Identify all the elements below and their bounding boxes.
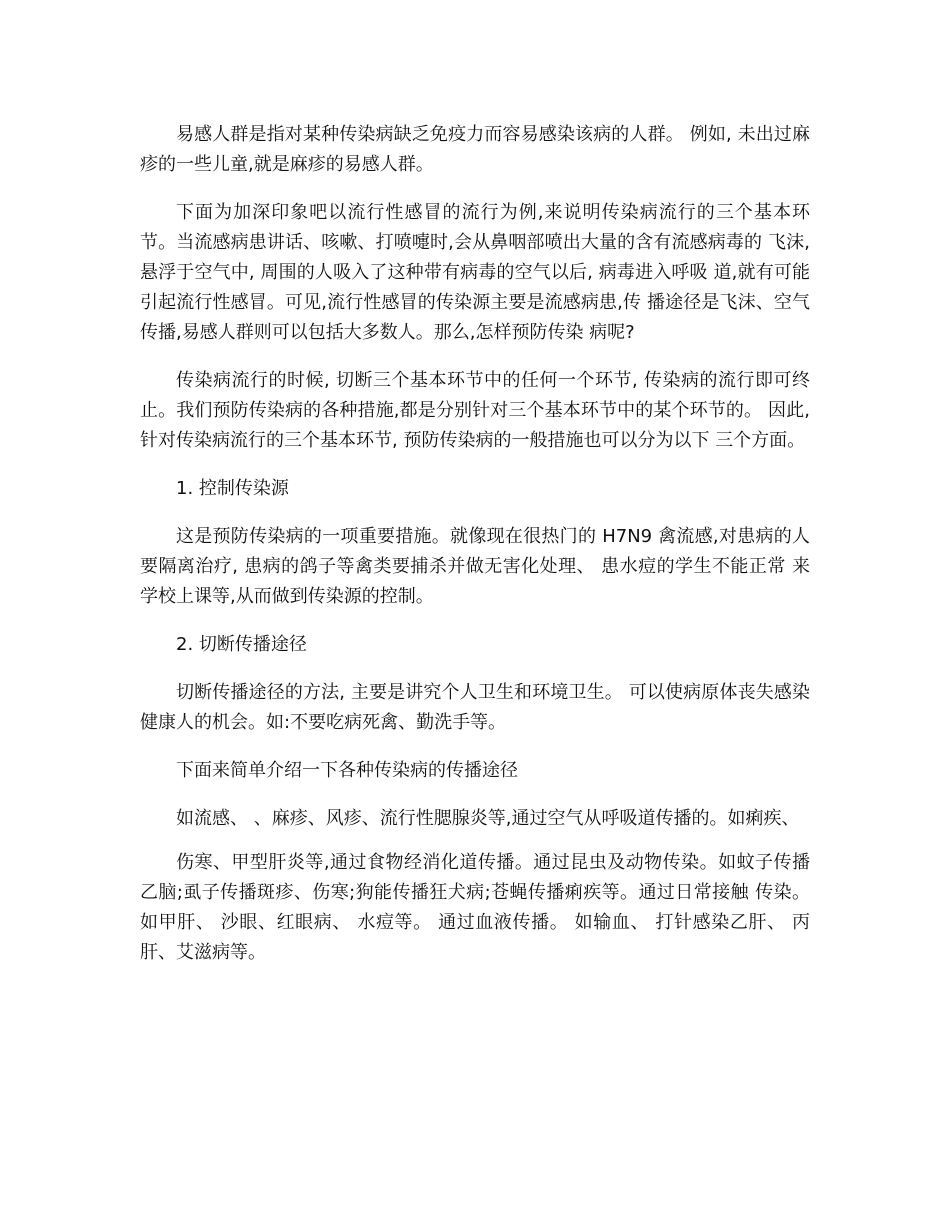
heading-cut-transmission: 2. 切断传播途径: [176, 634, 307, 655]
paragraph-other-routes: 伤寒、甲型肝炎等,通过食物经消化道传播。通过昆虫及动物传染。如蚊子传播 乙脑;虱子传播斑疹、伤寒;狗能传播狂犬病;苍蝇传播痢疾等。通过日常接触 传染。 如甲肝、 沙眼、红眼病、 水痘等。 通过血液传播。 如输血、 打针感染乙肝、 丙肝、艾滋病等。: [140, 852, 810, 963]
paragraph-influenza-example: 下面为加深印象吧以流行性感冒的流行为例,来说明传染病流行的三个基本环节。当流感病患讲话、咳嗽、打喷嚏时,会从鼻咽部喷出大量的含有流感病毒的 飞沫, 悬浮于空气中, 周围的人吸入了这种带有病毒的空气以后, 病毒进入呼吸 道,就有可能引起流行性感冒。可见,流行性感冒的传染源主要是流感病患,传 播途径是飞沫、空气传播,易感人群则可以包括大多数人。那么,怎样预防传染 病呢?: [140, 202, 810, 343]
paragraph-airborne-routes: 如流感、 、麻疹、风疹、流行性腮腺炎等,通过空气从呼吸道传播的。如痢疾、: [176, 808, 800, 829]
heading-control-source: 1. 控制传染源: [176, 478, 289, 499]
paragraph-prevention-overview: 传染病流行的时候, 切断三个基本环节中的任何一个环节, 传染病的流行即可终止。我们预防传染病的各种措施,都是分别针对三个基本环节中的某个环节的。 因此, 针对传染病流行的三个基本环节, 预防传染病的一般措施也可以分为以下 三个方面。: [140, 370, 810, 451]
heading-transmission-routes: 下面来简单介绍一下各种传染病的传播途径: [176, 760, 518, 781]
document-body: [140, 120, 810, 986]
paragraph-cut-transmission: 切断传播途径的方法, 主要是讲究个人卫生和环境卫生。 可以使病原体丧失感染 健康人的机会。如:不要吃病死禽、勤洗手等。: [140, 682, 810, 733]
paragraph-control-source: 这是预防传染病的一项重要措施。就像现在很热门的 H7N9 禽流感,对患病的人 要隔离治疗, 患病的鸽子等禽类要捕杀并做无害化处理、 患水痘的学生不能正常 来学校上课等,从而做到传染源的控制。: [140, 526, 810, 607]
paragraph-susceptible-population: 易感人群是指对某种传染病缺乏免疫力而容易感染该病的人群。 例如, 未出过麻 疹的一些儿童,就是麻疹的易感人群。: [140, 124, 810, 175]
